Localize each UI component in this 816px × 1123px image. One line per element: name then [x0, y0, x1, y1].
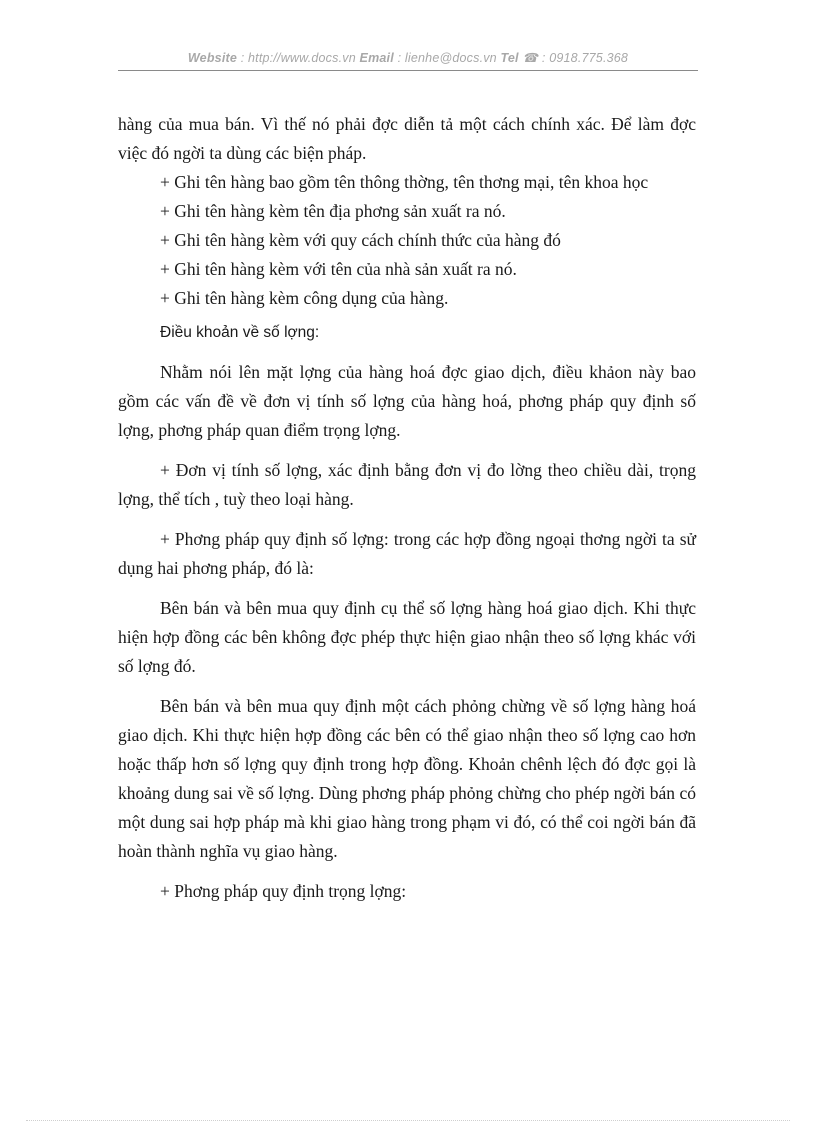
list-item: + Ghi tên hàng kèm công dụng của hàng. [160, 288, 449, 308]
page-header [118, 50, 698, 65]
website-label: Website [187, 51, 238, 65]
list-item: + Ghi tên hàng bao gồm tên thông thờng, tên thơng mại, tên khoa học [160, 172, 649, 192]
list-item: + Ghi tên hàng kèm với tên của nhà sản xuất ra nó. [160, 259, 517, 279]
paragraph-4: + Phơng pháp quy định số lợng: trong các hợp đồng ngoại thơng ngời ta sử dụng hai phơng pháp, đó là: [118, 529, 696, 578]
paragraph-6: Bên bán và bên mua quy định một cách phỏng chừng về số lợng hàng hoá giao dịch. Khi thực hiện hợp đồng các bên có thể giao nhận theo số lợng cao hơn hoặc thấp hơn số lợng quy định trong hợp đồng. Khoản chênh lệch đó đợc gọi là khoảng dung sai về số lợng. Dùng phơng pháp phỏng chừng cho phép ngời bán có một dung sai hợp pháp mà khi giao hàng trong phạm vi đó, có thể coi ngời bán đã hoàn thành nghĩa vụ giao hàng. [118, 696, 696, 861]
paragraph-3: + Đơn vị tính số lợng, xác định bằng đơn vị đo lờng theo chiều dài, trọng lợng, thể tích , tuỳ theo loại hàng. [118, 460, 696, 509]
phone-icon: ☎ [522, 51, 539, 65]
paragraph-2: Nhằm nói lên mặt lợng của hàng hoá đợc giao dịch, điều khảon này bao gồm các vấn đề về đơn vị tính số lợng của hàng hoá, phơng pháp quy định số lợng, phơng pháp quan điểm trọng lợng. [118, 362, 696, 440]
paragraph-5: Bên bán và bên mua quy định cụ thể số lợng hàng hoá giao dịch. Khi thực hiện hợp đồng các bên không đợc phép thực hiện giao nhận theo số lợng khác với số lợng đó. [118, 598, 696, 676]
list-item: + Ghi tên hàng kèm với quy cách chính thức của hàng đó [160, 230, 561, 250]
paragraph-1: hàng của mua bán. Vì thế nó phải đợc diễn tả một cách chính xác. Để làm đợc việc đó ngời ta dùng các biện pháp. [118, 114, 696, 163]
footer-divider [26, 1120, 790, 1121]
tel-label: Tel [500, 51, 519, 65]
section-heading: Điều khoản về số lợng: [160, 324, 320, 341]
list-item: + Ghi tên hàng kèm tên địa phơng sản xuất ra nó. [160, 201, 506, 221]
header-divider [118, 70, 698, 71]
paragraph-7: + Phơng pháp quy định trọng lợng: [160, 881, 407, 901]
email-value: : lienhe@docs.vn [393, 51, 501, 65]
document-body [118, 110, 696, 906]
website-value: : http://www.docs.vn [237, 51, 360, 65]
tel-value: : 0918.775.368 [538, 51, 629, 65]
email-label: Email [359, 51, 394, 65]
